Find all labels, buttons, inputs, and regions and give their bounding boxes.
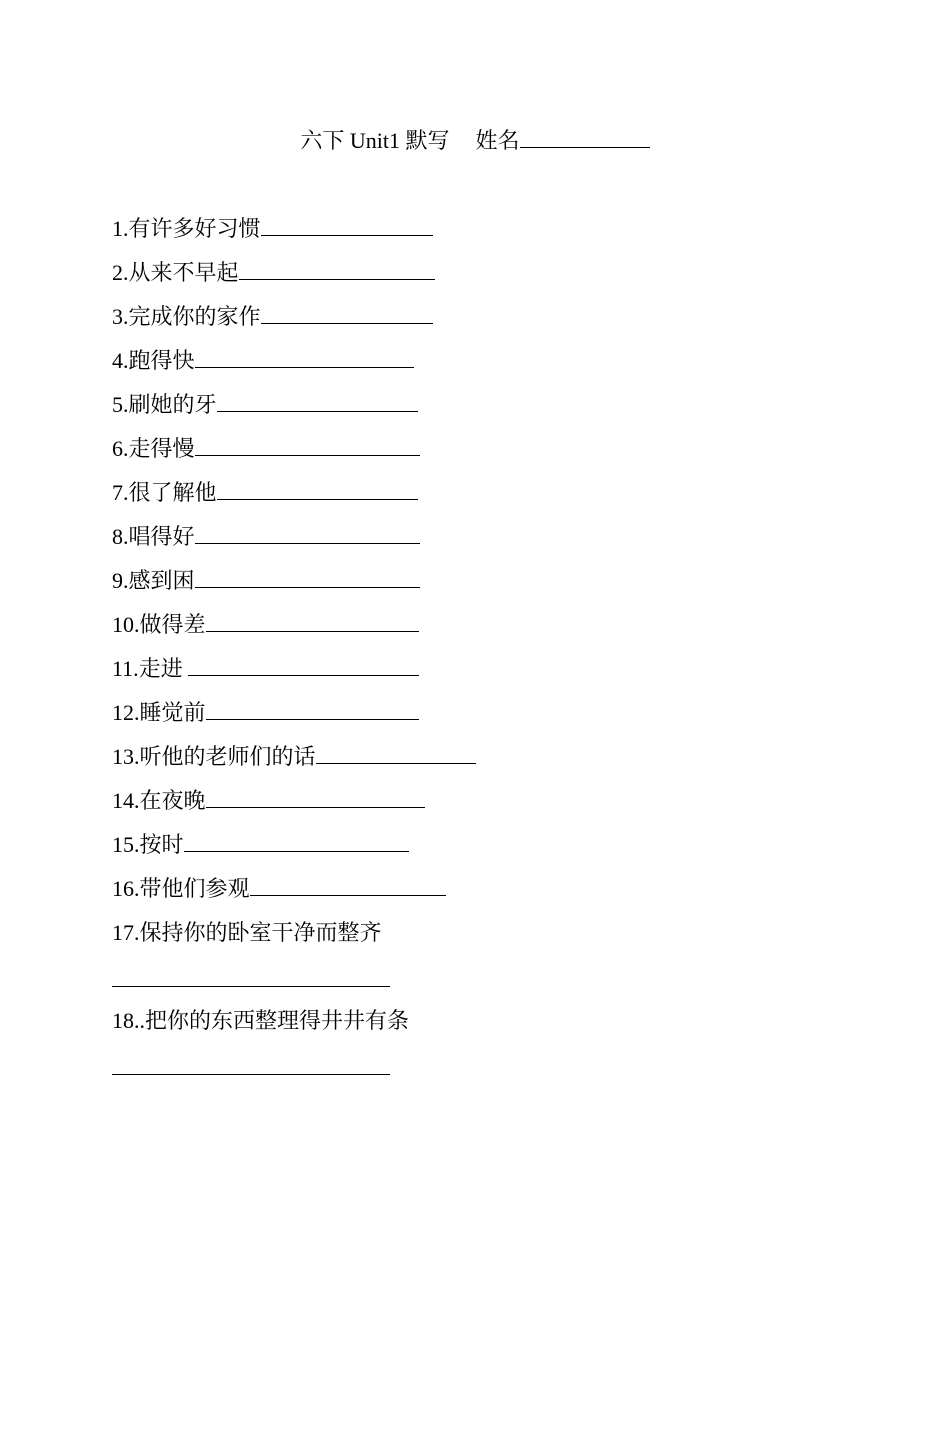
name-field[interactable] (520, 126, 650, 148)
item-prompt: 跑得快 (128, 348, 195, 373)
item-number: 11. (112, 656, 139, 681)
page-title (0, 126, 950, 156)
item-prompt: 在夜晚 (139, 788, 206, 813)
item-prompt: 走进 (138, 656, 189, 681)
answer-blank[interactable] (195, 522, 420, 544)
answer-blank[interactable] (206, 698, 419, 720)
answer-blank[interactable] (217, 390, 418, 412)
answer-blank[interactable] (261, 214, 433, 236)
item-prompt: 按时 (139, 832, 184, 857)
item-number: 3. (112, 304, 129, 329)
list-item (112, 918, 382, 948)
answer-blank[interactable] (195, 566, 420, 588)
answer-blank[interactable] (250, 874, 446, 896)
list-item (112, 830, 409, 860)
item-prompt: 带他们参观 (139, 876, 250, 901)
item-prompt: 保持你的卧室干净而整齐 (139, 920, 382, 945)
item-number: 5. (112, 392, 129, 417)
item-prompt: 把你的东西整理得井井有条 (145, 1008, 410, 1033)
item-prompt: 走得慢 (128, 436, 195, 461)
item-prompt: 完成你的家作 (128, 304, 261, 329)
item-prompt: 有许多好习惯 (128, 216, 261, 241)
item-prompt: 很了解他 (128, 480, 217, 505)
list-item (112, 434, 420, 464)
answer-blank[interactable] (188, 654, 419, 676)
list-item (112, 258, 435, 288)
answer-blank[interactable] (195, 434, 420, 456)
item-number: 6. (112, 436, 129, 461)
list-item (112, 610, 419, 640)
item-number: 15. (112, 832, 140, 857)
answer-blank[interactable] (316, 742, 476, 764)
item-number: 16. (112, 876, 140, 901)
answer-blank[interactable] (184, 830, 409, 852)
item-number: 9. (112, 568, 129, 593)
answer-blank[interactable] (112, 1050, 390, 1075)
item-number: 14. (112, 788, 140, 813)
item-prompt: 唱得好 (128, 524, 195, 549)
answer-blank[interactable] (239, 258, 435, 280)
list-item (112, 654, 419, 684)
item-prompt: 刷她的牙 (128, 392, 217, 417)
answer-blank[interactable] (217, 478, 418, 500)
item-prompt: 感到困 (128, 568, 195, 593)
list-item (112, 214, 433, 244)
list-item (112, 1006, 409, 1036)
list-item (112, 742, 476, 772)
list-item (112, 874, 446, 904)
answer-blank[interactable] (261, 302, 433, 324)
item-number: 7. (112, 480, 129, 505)
list-item (112, 566, 420, 596)
item-prompt: 从来不早起 (128, 260, 239, 285)
answer-blank[interactable] (195, 346, 414, 368)
item-number: 10. (112, 612, 140, 637)
list-item (112, 786, 425, 816)
item-number: 8. (112, 524, 129, 549)
answer-blank[interactable] (112, 962, 390, 987)
name-label: 姓名 (475, 128, 520, 153)
list-item (112, 390, 418, 420)
list-item (112, 522, 420, 552)
list-item (112, 478, 418, 508)
item-number: 4. (112, 348, 129, 373)
worksheet-title: 六下 Unit1 默写 (300, 128, 450, 153)
answer-blank[interactable] (206, 786, 425, 808)
answer-blank[interactable] (206, 610, 419, 632)
item-number: 12. (112, 700, 140, 725)
item-prompt: 睡觉前 (139, 700, 206, 725)
list-item (112, 698, 419, 728)
item-number: 13. (112, 744, 140, 769)
item-prompt: 听他的老师们的话 (139, 744, 316, 769)
item-number: 1. (112, 216, 129, 241)
list-item (112, 346, 414, 376)
item-number: 2. (112, 260, 129, 285)
list-item (112, 302, 433, 332)
item-prompt: 做得差 (139, 612, 206, 637)
item-number: 18.. (112, 1008, 145, 1033)
item-number: 17. (112, 920, 140, 945)
